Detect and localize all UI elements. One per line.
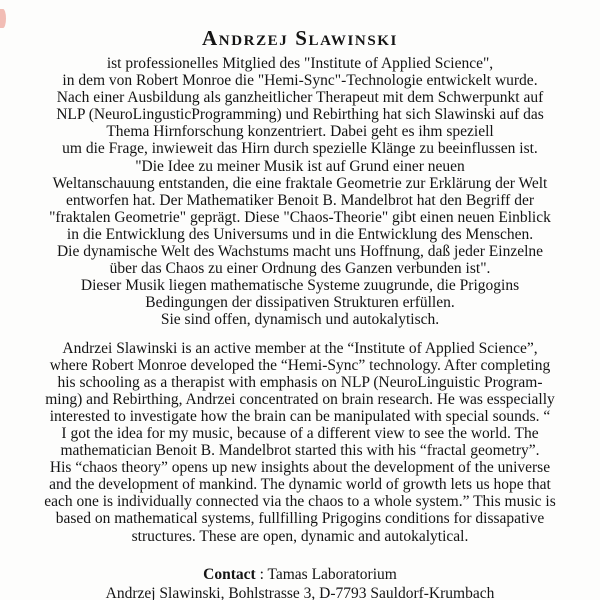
german-bio-paragraph: [0, 55, 600, 329]
text-line: Sie sind offen, dynamisch und autokalytisch.: [160, 311, 440, 329]
text-line: in dem von Robert Monroe die "Hemi-Sync"-Technologie entwickelt wurde.: [62, 72, 538, 90]
text-line: über das Chaos zu einer Ordnung des Ganzen verbunden ist".: [109, 260, 491, 278]
text-line: His “chaos theory” opens up new insights about the development of the universe: [49, 459, 551, 477]
text-line: Andrzei Slawinski is an active member at the “Institute of Applied Science”,: [62, 339, 538, 357]
text-line: "Die Idee zu meiner Musik ist auf Grund einer neuen: [135, 157, 465, 175]
contact-line: [0, 565, 600, 584]
text-line: in die Entwicklung des Universums und in die Entwicklung des Menschen.: [66, 225, 534, 243]
contact-value: : Tamas Laboratorium: [259, 565, 397, 583]
text-line: um die Frage, inwieweit das Hirn durch spezielle Klänge zu beeinflussen ist.: [62, 140, 538, 158]
scan-smudge: [0, 9, 6, 28]
contact-address: Andrzej Slawinski, Bohlstrasse 3, D-7793 Sauldorf-Krumbach: [105, 584, 495, 600]
text-line: and the development of mankind. The dynamic world of growth lets us hope that: [49, 476, 551, 494]
text-line: based on mathematical systems, fullfilling Prigogins conditions for dissapative: [55, 510, 545, 528]
text-line: NLP (NeuroLingusticProgramming) und Rebirthing hat sich Slawinski auf das: [56, 106, 544, 124]
text-line: ming) and Rebirthing, Andrzei concentrated on brain research. He was esspecially: [45, 390, 555, 408]
text-line: mathematician Benoit B. Mandelbrot started this with his “fractal geometry”.: [60, 442, 540, 460]
text-line: where Robert Monroe developed the “Hemi-Sync” technology. After completing: [49, 356, 551, 374]
text-line: Thema Hirnforschung konzentriert. Dabei geht es ihm speziell: [106, 123, 494, 141]
text-line: entworfen hat. Der Mathematiker Benoit B. Mandelbrot hat den Begriff der: [65, 191, 534, 209]
text-line: ist professionelles Mitglied des "Institute of Applied Science",: [106, 55, 494, 72]
text-line: Weltanschauung entstanden, die eine fraktale Geometrie zur Erklärung der Welt: [52, 174, 548, 192]
text-line: interested to investigate how the brain can be manipulated with special sounds. “: [49, 407, 551, 425]
page-title: Andrzej Slawinski: [202, 26, 398, 50]
text-line: "fraktalen Geometrie" geprägt. Diese "Chaos-Theorie" gibt einen neuen Einblick: [49, 208, 551, 226]
text-line: Bedingungen der dissipativen Strukturen erfüllen.: [145, 294, 455, 312]
text-line: Die dynamische Welt des Wachstums macht uns Hoffnung, daß jeder Einzelne: [56, 243, 544, 261]
text-line: his schooling as a therapist with emphasis on NLP (NeuroLinguistic Program-: [57, 373, 543, 391]
contact-block: [0, 565, 600, 600]
text-line: I got the idea for my music, because of a different view to see the world. The: [61, 424, 539, 442]
text-line: structures. These are open, dynamic and autokalytical.: [131, 527, 469, 545]
english-bio-paragraph: [0, 340, 600, 545]
text-line: Dieser Musik liegen mathematische Systeme zuugrunde, die Prigogins: [80, 277, 520, 295]
text-line: Nach einer Ausbildung als ganzheitlicher Therapeut mit dem Schwerpunkt auf: [56, 89, 544, 107]
text-line: each one is individually connected via the chaos to a whole system.” This music is: [44, 493, 556, 511]
contact-label: Contact: [203, 565, 256, 583]
